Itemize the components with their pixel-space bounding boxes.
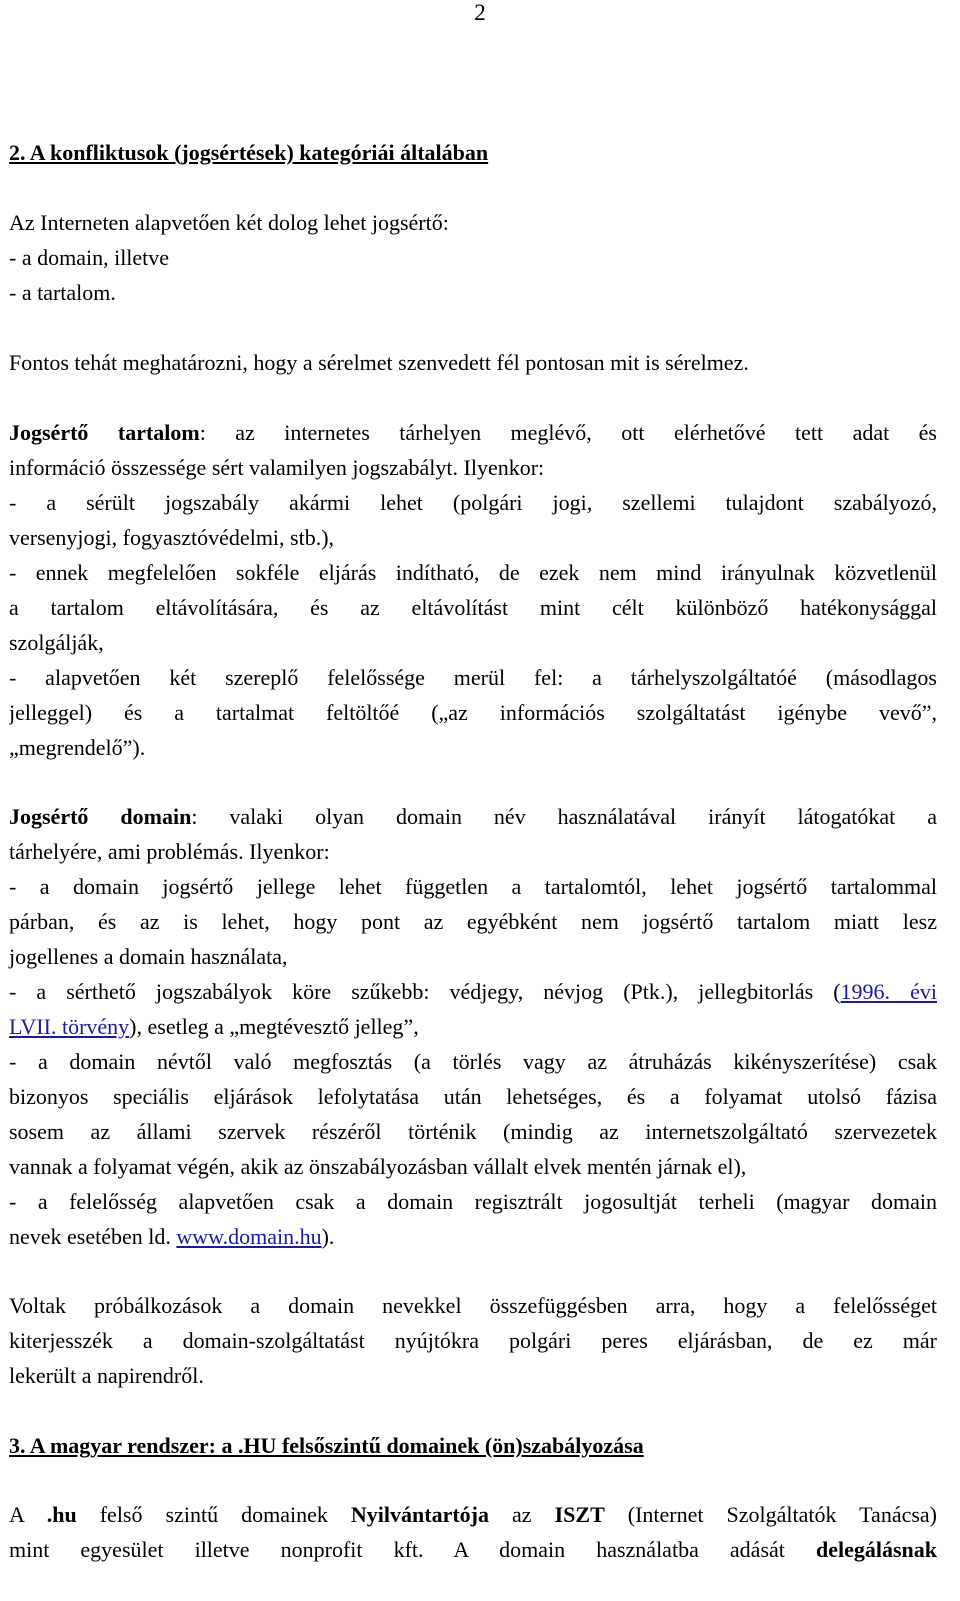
domain-bullet-4-end: ).	[321, 1224, 335, 1249]
content-bullet-1-line-1: - a sérült jogszabály akármi lehet (polgári jogi, szellemi tulajdont szabályozó,	[9, 490, 937, 515]
important-paragraph	[9, 345, 937, 380]
section-3-line-1	[9, 1497, 937, 1532]
domain-bullet-4-line-2	[9, 1219, 937, 1254]
domain-bullet-3-line-4: vannak a folyamat végén, akik az önszabályozásban vállalt elvek mentén járnak el),	[9, 1154, 747, 1179]
content-bullet-3-line-3: „megrendelő”).	[9, 735, 146, 760]
domain-definition-line-2: tárhelyére, ami problémás. Ilyenkor:	[9, 839, 330, 864]
domain-paragraph	[9, 799, 937, 1254]
section-3-text-c: az	[489, 1502, 555, 1527]
section-3-text-a: A	[9, 1502, 47, 1527]
content-bullet-2-line-1: - ennek megfelelően sokféle eljárás indítható, de ezek nem mind irányulnak közvetlenül	[9, 560, 937, 585]
content-paragraph	[9, 415, 937, 765]
domain-bullet-2-line-1	[9, 974, 937, 1009]
domain-bullet-2-text: - a sérthető jogszabályok köre szűkebb: védjegy, névjog (Ptk.), jellegbitorlás (	[9, 979, 841, 1004]
section-3-text-d: (Internet Szolgáltatók Tanácsa)	[604, 1502, 937, 1527]
domain-term: Jogsértő domain	[9, 804, 192, 829]
domain-bullet-4-text: nevek esetében ld.	[9, 1224, 177, 1249]
domain-bullet-1-line-2: párban, és az is lehet, hogy pont az egyébként nem jogsértő tartalom miatt lesz	[9, 909, 937, 934]
section-3-line-2	[9, 1532, 937, 1567]
domain-bullet-4-line-1: - a felelősség alapvetően csak a domain regisztrált jogosultját terheli (magyar domain	[9, 1189, 937, 1214]
content-bullet-3-line-1: - alapvetően két szereplő felelőssége merül fel: a tárhelyszolgáltatóé (másodlagos	[9, 665, 937, 690]
domain-bullet-3-line-3: sosem az állami szervek részéről történik (mindig az internetszolgáltató szervezetek	[9, 1119, 937, 1144]
section-3-text-b: felső szintű domainek	[76, 1502, 351, 1527]
intro-item-domain: - a domain, illetve	[9, 245, 170, 270]
intro-item-content: - a tartalom.	[9, 280, 116, 305]
domain-hu-link[interactable]: www.domain.hu	[176, 1224, 322, 1249]
domain-bullet-1-line-3: jogellenes a domain használata,	[9, 944, 288, 969]
domain-bullet-3-line-2: bizonyos speciális eljárások lefolytatása után lehetséges, és a folyamat utolsó fázisa	[9, 1084, 937, 1109]
section-3-heading: 3. A magyar rendszer: a .HU felsőszintű domainek (ön)szabályozása	[9, 1433, 644, 1458]
attempts-paragraph	[9, 1288, 937, 1393]
domain-bullet-2-line-2	[9, 1009, 937, 1044]
content-definition-line-2: információ összessége sért valamilyen jogszabályt. Ilyenkor:	[9, 455, 545, 480]
iszt-term: ISZT	[554, 1502, 605, 1527]
attempts-line-3: lekerült a napirendről.	[9, 1363, 204, 1388]
delegation-term: delegálásnak	[815, 1537, 937, 1562]
content-definition-text: : az internetes tárhelyen meglévő, ott elérhetővé tett adat és	[199, 420, 937, 445]
important-sentence: Fontos tehát meghatározni, hogy a sérelmet szenvedett fél pontosan mit is sérelmez.	[9, 350, 749, 375]
section-2-heading: 2. A konfliktusok (jogsértések) kategóriái általában	[9, 140, 489, 165]
domain-bullet-3-line-1: - a domain névtől való megfosztás (a törlés vagy az átruházás kikényszerítése) csak	[9, 1049, 937, 1074]
attempts-line-1: Voltak próbálkozások a domain nevekkel összefüggésben arra, hogy a felelősséget	[9, 1293, 937, 1318]
content-bullet-2-line-2: a tartalom eltávolítására, és az eltávolítást mint célt különböző hatékonysággal	[9, 595, 937, 620]
domain-bullet-1-line-1: - a domain jogsértő jellege lehet független a tartalomtól, lehet jogsértő tartalommal	[9, 874, 937, 899]
registry-term: Nyilvántartója	[350, 1502, 489, 1527]
hu-term: .hu	[46, 1502, 77, 1527]
law-1996-link[interactable]: 1996. évi	[840, 979, 937, 1004]
page-number: 2	[474, 0, 486, 25]
content-bullet-1-line-2: versenyjogi, fogyasztóvédelmi, stb.),	[9, 525, 335, 550]
content-bullet-3-line-2: jelleggel) és a tartalmat feltöltőé („az információs szolgáltatást igénybe vevő”,	[9, 700, 937, 725]
domain-definition-line-1	[9, 799, 937, 834]
content-term: Jogsértő tartalom	[9, 420, 200, 445]
law-lvii-link[interactable]: LVII. törvény	[9, 1014, 130, 1039]
section-3-text-e: mint egyesület illetve nonprofit kft. A domain használatba adását	[9, 1537, 816, 1562]
attempts-line-2: kiterjesszék a domain-szolgáltatást nyújtókra polgári peres eljárásban, de ez már	[9, 1328, 937, 1353]
intro-block	[9, 205, 937, 310]
content-bullet-2-line-3: szolgálják,	[9, 630, 104, 655]
domain-bullet-2-rest: ), esetleg a „megtévesztő jelleg”,	[129, 1014, 419, 1039]
domain-definition-text: : valaki olyan domain név használatával irányít látogatókat a	[191, 804, 937, 829]
section-3-paragraph	[9, 1497, 937, 1567]
content-definition-line-1	[9, 415, 937, 450]
intro-sentence: Az Interneten alapvetően két dolog lehet jogsértő:	[9, 210, 449, 235]
